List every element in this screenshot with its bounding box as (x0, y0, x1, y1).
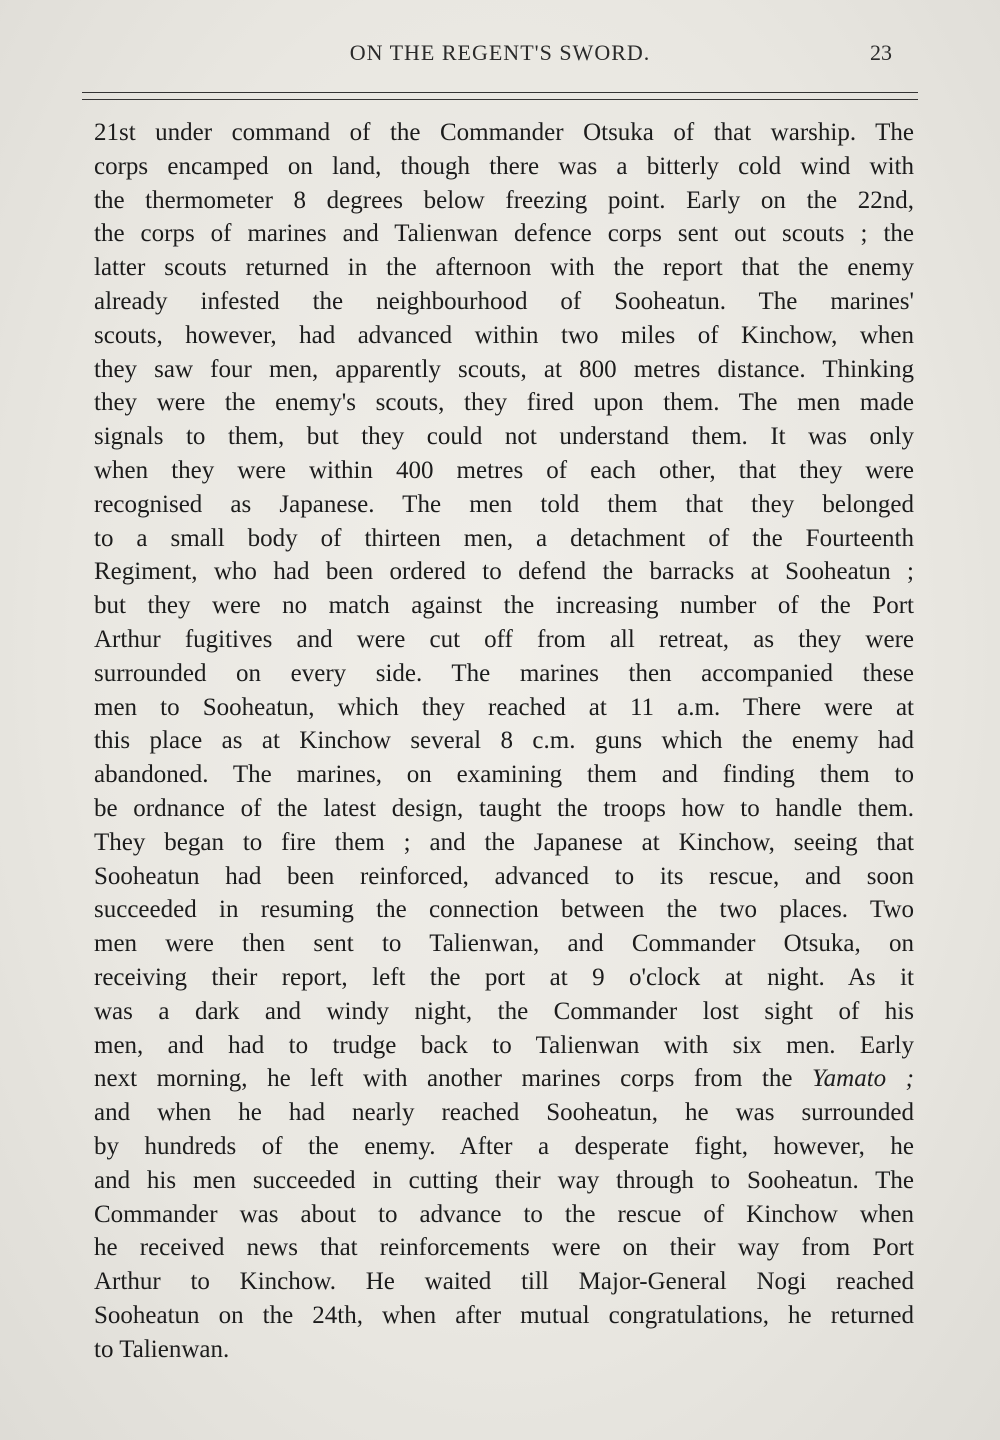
text-line: be ordnance of the latest design, taught the troops how to handle them. (94, 794, 914, 822)
text-line: corps encamped on land, though there was a bitterly cold wind with (94, 152, 914, 180)
text-line: They began to fire them ; and the Japanese at Kinchow, seeing that (94, 828, 914, 856)
text-line: men were then sent to Talienwan, and Commander Otsuka, on (94, 930, 914, 958)
text-line: he received news that reinforcements were on their way from Port (94, 1234, 914, 1262)
text-line: the thermometer 8 degrees below freezing point. Early on the 22nd, (94, 186, 914, 214)
text-line: already infested the neighbourhood of Sooheatun. The marines' (94, 287, 914, 315)
text-line: abandoned. The marines, on examining them and finding them to (94, 761, 914, 789)
text-line: to a small body of thirteen men, a detachment of the Fourteenth (94, 524, 914, 552)
text-line: Sooheatun had been reinforced, advanced to its rescue, and soon (94, 862, 914, 890)
text-line: they saw four men, apparently scouts, at 800 metres distance. Thinking (94, 355, 914, 383)
body-text (94, 116, 914, 1366)
text-line: Sooheatun on the 24th, when after mutual congratulations, he returned (94, 1301, 914, 1329)
text-line: men, and had to trudge back to Talienwan with six men. Early (94, 1031, 914, 1059)
text-line: was a dark and windy night, the Commander lost sight of his (94, 997, 914, 1025)
header-rule-bottom (82, 99, 918, 100)
running-title: ON THE REGENT'S SWORD. (349, 40, 651, 65)
page-header (80, 40, 920, 80)
ship-name: Yamato ; (812, 1065, 914, 1093)
text-line: and his men succeeded in cutting their way through to Sooheatun. The (94, 1166, 914, 1194)
text-line: Arthur fugitives and were cut off from all retreat, as they were (94, 625, 914, 653)
text-line: this place as at Kinchow several 8 c.m. guns which the enemy had (94, 727, 914, 755)
text-line: and when he had nearly reached Sooheatun, he was surrounded (94, 1099, 914, 1127)
text-line: Arthur to Kinchow. He waited till Major-General Nogi reached (94, 1268, 914, 1296)
header-rule-top (82, 92, 918, 93)
text-line: recognised as Japanese. The men told them that they belonged (94, 490, 914, 518)
text-line: men to Sooheatun, which they reached at 11 a.m. There were at (94, 693, 914, 721)
text-line-last: to Talienwan. (94, 1335, 230, 1363)
text-line: signals to them, but they could not understand them. It was only (94, 423, 914, 451)
text-line: scouts, however, had advanced within two miles of Kinchow, when (94, 321, 914, 349)
text-line: Commander was about to advance to the rescue of Kinchow when (94, 1200, 914, 1228)
text-line: the corps of marines and Talienwan defence corps sent out scouts ; the (94, 220, 914, 248)
text-line-with-ship-name (94, 1062, 914, 1096)
text-fragment: next morning, he left with another marines corps from the (94, 1065, 793, 1093)
text-line: surrounded on every side. The marines then accompanied these (94, 659, 914, 687)
text-line: latter scouts returned in the afternoon with the report that the enemy (94, 254, 914, 282)
text-line: they were the enemy's scouts, they fired upon them. The men made (94, 389, 914, 417)
text-line: but they were no match against the increasing number of the Port (94, 592, 914, 620)
page-number: 23 (870, 40, 892, 65)
text-line: when they were within 400 metres of each other, that they were (94, 456, 914, 484)
text-line: Regiment, who had been ordered to defend the barracks at Sooheatun ; (94, 558, 914, 586)
text-line: by hundreds of the enemy. After a desperate fight, however, he (94, 1132, 914, 1160)
text-line: receiving their report, left the port at 9 o'clock at night. As it (94, 963, 914, 991)
text-line: 21st under command of the Commander Otsuka of that warship. The (94, 119, 914, 146)
text-line: succeeded in resuming the connection between the two places. Two (94, 896, 914, 924)
